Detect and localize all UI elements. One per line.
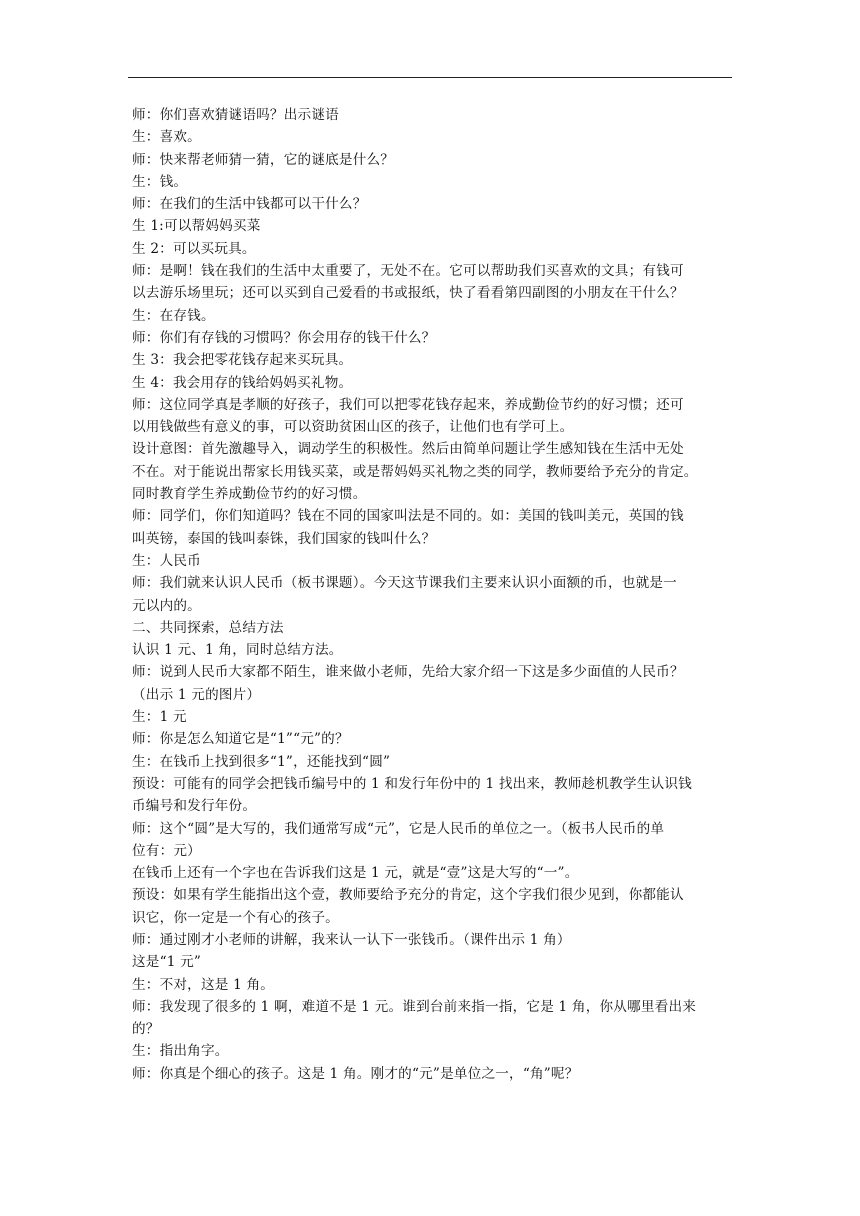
text-line: 师：是啊！钱在我们的生活中太重要了，无处不在。它可以帮助我们买喜欢的文具；有钱可 bbox=[132, 263, 684, 280]
text-line: 这是“1 元” bbox=[132, 954, 202, 971]
text-line: 生：指出角字。 bbox=[132, 1043, 229, 1060]
text-line: 预设：可能有的同学会把钱币编号中的 1 和发行年份中的 1 找出来，教师趁机教学生认识钱 bbox=[132, 775, 692, 792]
text-line: 师：这位同学真是孝顺的好孩子，我们可以把零花钱存起来，养成勤俭节约的好习惯；还可 bbox=[132, 396, 684, 413]
text-line: 生：喜欢。 bbox=[132, 129, 201, 146]
text-line: 不在。对于能说出帮家长用钱买菜，或是帮妈妈买礼物之类的同学，教师要给予充分的肯定。 bbox=[132, 463, 698, 480]
text-line: 在钱币上还有一个字也在告诉我们这是 1 元，就是“壹”这是大写的“一”。 bbox=[132, 865, 579, 882]
text-line: 师：快来帮老师猜一猜，它的谜底是什么？ bbox=[132, 151, 395, 168]
document-body bbox=[132, 104, 732, 1085]
text-line: 师：你们有存钱的习惯吗？你会用存的钱干什么？ bbox=[132, 329, 436, 346]
text-line: 同时教育学生养成勤俭节约的好习惯。 bbox=[132, 486, 367, 503]
text-line: 预设：如果有学生能指出这个壹，教师要给予充分的肯定，这个字我们很少见到，你都能认 bbox=[132, 887, 684, 904]
text-line: 生：人民币 bbox=[132, 552, 201, 569]
text-line: 认识 1 元、1 角，同时总结方法。 bbox=[132, 642, 343, 659]
text-line: 设计意图：首先激趣导入，调动学生的积极性。然后由简单问题让学生感知钱在生活中无处 bbox=[132, 441, 684, 458]
text-line: 生 4：我会用存的钱给妈妈买礼物。 bbox=[132, 374, 353, 391]
text-line: 生：1 元 bbox=[132, 709, 187, 726]
text-line: 生：钱。 bbox=[132, 173, 188, 190]
text-line: 位有：元） bbox=[132, 842, 201, 859]
text-line: 币编号和发行年份。 bbox=[132, 798, 257, 815]
text-line: 师：我发现了很多的 1 啊，难道不是 1 元。谁到台前来指一指，它是 1 角，你从哪里看出来 bbox=[132, 998, 697, 1015]
text-line: 以用钱做些有意义的事，可以资助贫困山区的孩子，让他们也有学可上。 bbox=[132, 419, 574, 436]
text-line: 以去游乐场里玩；还可以买到自己爱看的书或报纸，快了看看第四副图的小朋友在干什么？ bbox=[132, 285, 684, 302]
text-line: 师：你们喜欢猜谜语吗？出示谜语 bbox=[132, 107, 339, 123]
text-line: 师：我们就来认识人民币（板书课题）。今天这节课我们主要来认识小面额的币，也就是一 bbox=[132, 575, 677, 592]
text-line: 师：在我们的生活中钱都可以干什么？ bbox=[132, 196, 367, 213]
text-line: 生 3：我会把零花钱存起来买玩具。 bbox=[132, 352, 353, 369]
text-line: 二、共同探索，总结方法 bbox=[132, 619, 284, 636]
text-line: 生：不对，这是 1 角。 bbox=[132, 976, 275, 993]
text-line: 生：在钱币上找到很多“1”，还能找到“圆” bbox=[132, 753, 391, 770]
text-line: 师：通过刚才小老师的讲解，我来认一认下一张钱币。（课件出示 1 角） bbox=[132, 931, 571, 948]
text-line: 师：你是怎么知道它是“1”“元”的？ bbox=[132, 731, 349, 748]
header-rule bbox=[128, 77, 732, 78]
text-line: （出示 1 元的图片） bbox=[132, 686, 261, 703]
text-line: 师：你真是个细心的孩子。这是 1 角。刚才的“元”是单位之一，“角”呢？ bbox=[132, 1065, 579, 1082]
text-line: 叫英镑，泰国的钱叫泰铢，我们国家的钱叫什么？ bbox=[132, 530, 436, 547]
text-line: 元以内的。 bbox=[132, 597, 201, 614]
text-line: 的？ bbox=[132, 1021, 160, 1038]
text-line: 师：这个“圆”是大写的，我们通常写成“元”，它是人民币的单位之一。（板书人民币的单 bbox=[132, 820, 665, 837]
text-line: 识它，你一定是一个有心的孩子。 bbox=[132, 909, 339, 926]
text-line: 生：在存钱。 bbox=[132, 307, 215, 324]
text-line: 师：说到人民币大家都不陌生，谁来做小老师，先给大家介绍一下这是多少面值的人民币？ bbox=[132, 664, 684, 681]
text-line: 生 1:可以帮妈妈买菜 bbox=[132, 218, 261, 235]
text-line: 生 2：可以买玩具。 bbox=[132, 240, 256, 257]
text-line: 师：同学们，你们知道吗？钱在不同的国家叫法是不同的。如：美国的钱叫美元，英国的钱 bbox=[132, 508, 684, 525]
